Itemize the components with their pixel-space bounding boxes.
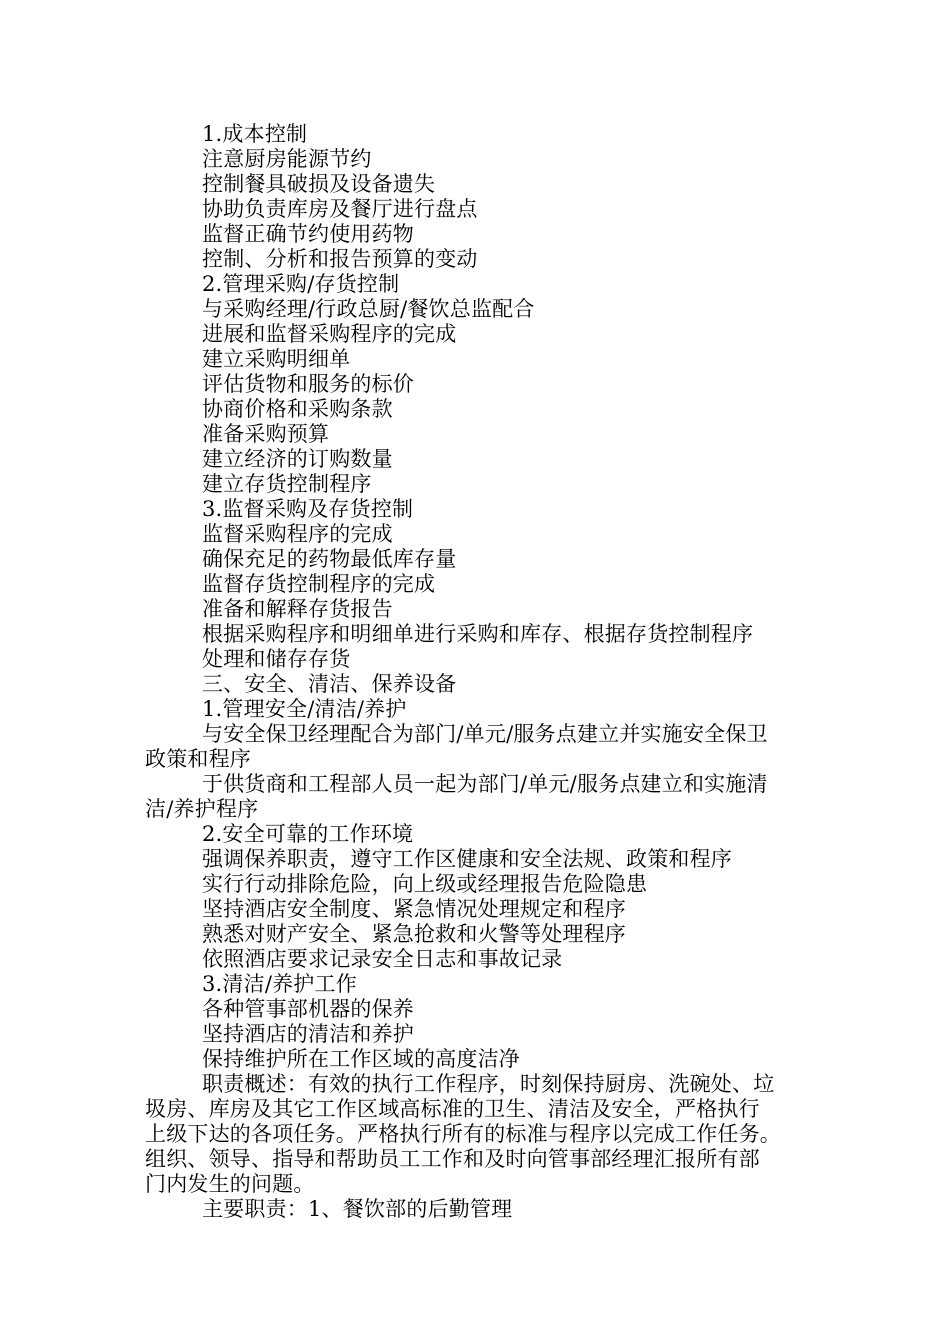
text-line: 强调保养职责，遵守工作区健康和安全法规、政策和程序 [202,847,732,871]
text-line: 建立存货控制程序 [202,472,372,496]
text-line: 与安全保卫经理配合为部门/单元/服务点建立并实施安全保卫 [202,722,768,746]
section-heading-purchasing: 2.管理采购/存货控制 [202,272,400,296]
section-heading-cleaning-work: 3.清洁/养护工作 [202,972,357,996]
text-line: 坚持酒店的清洁和养护 [202,1022,414,1046]
summary-line: 组织、领导、指导和帮助员工工作和及时向管事部经理汇报所有部 [145,1147,760,1171]
text-line-continuation: 政策和程序 [145,747,251,771]
summary-line: 门内发生的问题。 [145,1172,315,1196]
text-line: 控制、分析和报告预算的变动 [202,247,478,271]
text-line: 坚持酒店安全制度、紧急情况处理规定和程序 [202,897,626,921]
text-line: 根据采购程序和明细单进行采购和库存、根据存货控制程序 [202,622,754,646]
text-line-continuation: 洁/养护程序 [145,797,259,821]
text-line: 控制餐具破损及设备遗失 [202,172,436,196]
summary-line: 上级下达的各项任务。严格执行所有的标准与程序以完成工作任务。 [145,1122,781,1146]
text-line: 处理和储存存货 [202,647,351,671]
text-line: 进展和监督采购程序的完成 [202,322,457,346]
text-line: 监督采购程序的完成 [202,522,393,546]
section-heading-cost-control: 1.成本控制 [202,122,308,146]
document-body [145,122,825,1222]
summary-line: 圾房、库房及其它工作区域高标准的卫生、清洁及安全，严格执行 [145,1097,760,1121]
text-line: 实行行动排除危险，向上级或经理报告危险隐患 [202,872,648,896]
text-line: 监督存货控制程序的完成 [202,572,436,596]
text-line: 评估货物和服务的标价 [202,372,414,396]
section-heading-safety-management: 1.管理安全/清洁/养护 [202,697,407,721]
section-heading-safe-environment: 2.安全可靠的工作环境 [202,822,414,846]
section-heading-inventory-monitoring: 3.监督采购及存货控制 [202,497,414,521]
text-line: 熟悉对财产安全、紧急抢救和火警等处理程序 [202,922,626,946]
section-heading-safety-cleaning: 三、安全、清洁、保养设备 [202,672,457,696]
text-line: 建立采购明细单 [202,347,351,371]
main-duties-line: 主要职责：1、餐饮部的后勤管理 [202,1197,513,1221]
text-line: 保持维护所在工作区域的高度洁净 [202,1047,520,1071]
text-line: 各种管事部机器的保养 [202,997,414,1021]
text-line: 确保充足的药物最低库存量 [202,547,457,571]
text-line: 协助负责库房及餐厅进行盘点 [202,197,478,221]
text-line: 协商价格和采购条款 [202,397,393,421]
text-line: 于供货商和工程部人员一起为部门/单元/服务点建立和实施清 [202,772,768,796]
text-line: 依照酒店要求记录安全日志和事故记录 [202,947,563,971]
text-line: 建立经济的订购数量 [202,447,393,471]
text-line: 与采购经理/行政总厨/餐饮总监配合 [202,297,535,321]
summary-line: 职责概述：有效的执行工作程序，时刻保持厨房、洗碗处、垃 [202,1072,775,1096]
text-line: 准备和解释存货报告 [202,597,393,621]
text-line: 监督正确节约使用药物 [202,222,414,246]
text-line: 准备采购预算 [202,422,330,446]
text-line: 注意厨房能源节约 [202,147,372,171]
